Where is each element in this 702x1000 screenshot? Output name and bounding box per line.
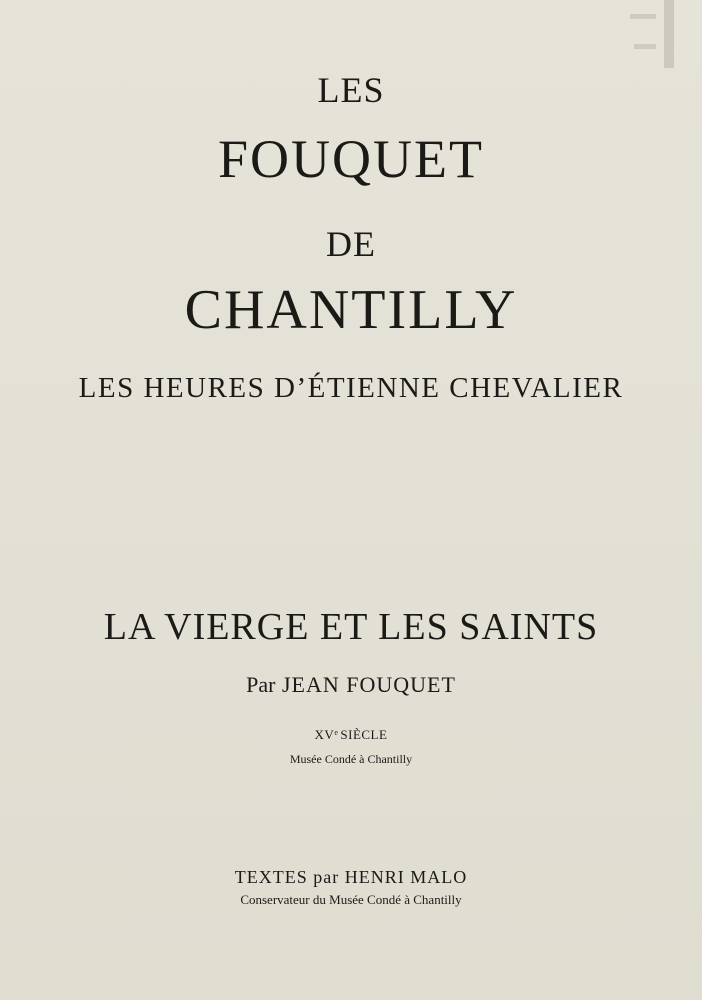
title-line-chantilly: CHANTILLY	[184, 279, 518, 341]
author-line	[0, 674, 702, 696]
curator-role: Conservateur du Musée Condé à Chantilly	[240, 892, 462, 907]
texts-credit: TEXTES par HENRI MALO	[234, 867, 468, 887]
century-suffix: e	[334, 728, 339, 737]
author-name: JEAN FOUQUET	[281, 672, 456, 697]
subtitle: LES HEURES D’ÉTIENNE CHEVALIER	[78, 372, 624, 404]
museum-location: Musée Condé à Chantilly	[289, 752, 413, 766]
century-line	[0, 728, 702, 741]
title-line-de: DE	[326, 224, 376, 264]
century-word: SIÈCLE	[340, 727, 388, 742]
work-title: LA VIERGE ET LES SAINTS	[103, 606, 599, 648]
title-line-les: LES	[317, 70, 385, 110]
author-prefix: Par	[246, 672, 276, 697]
title-line-fouquet: FOUQUET	[218, 129, 484, 189]
century-numeral: XV	[314, 727, 335, 742]
